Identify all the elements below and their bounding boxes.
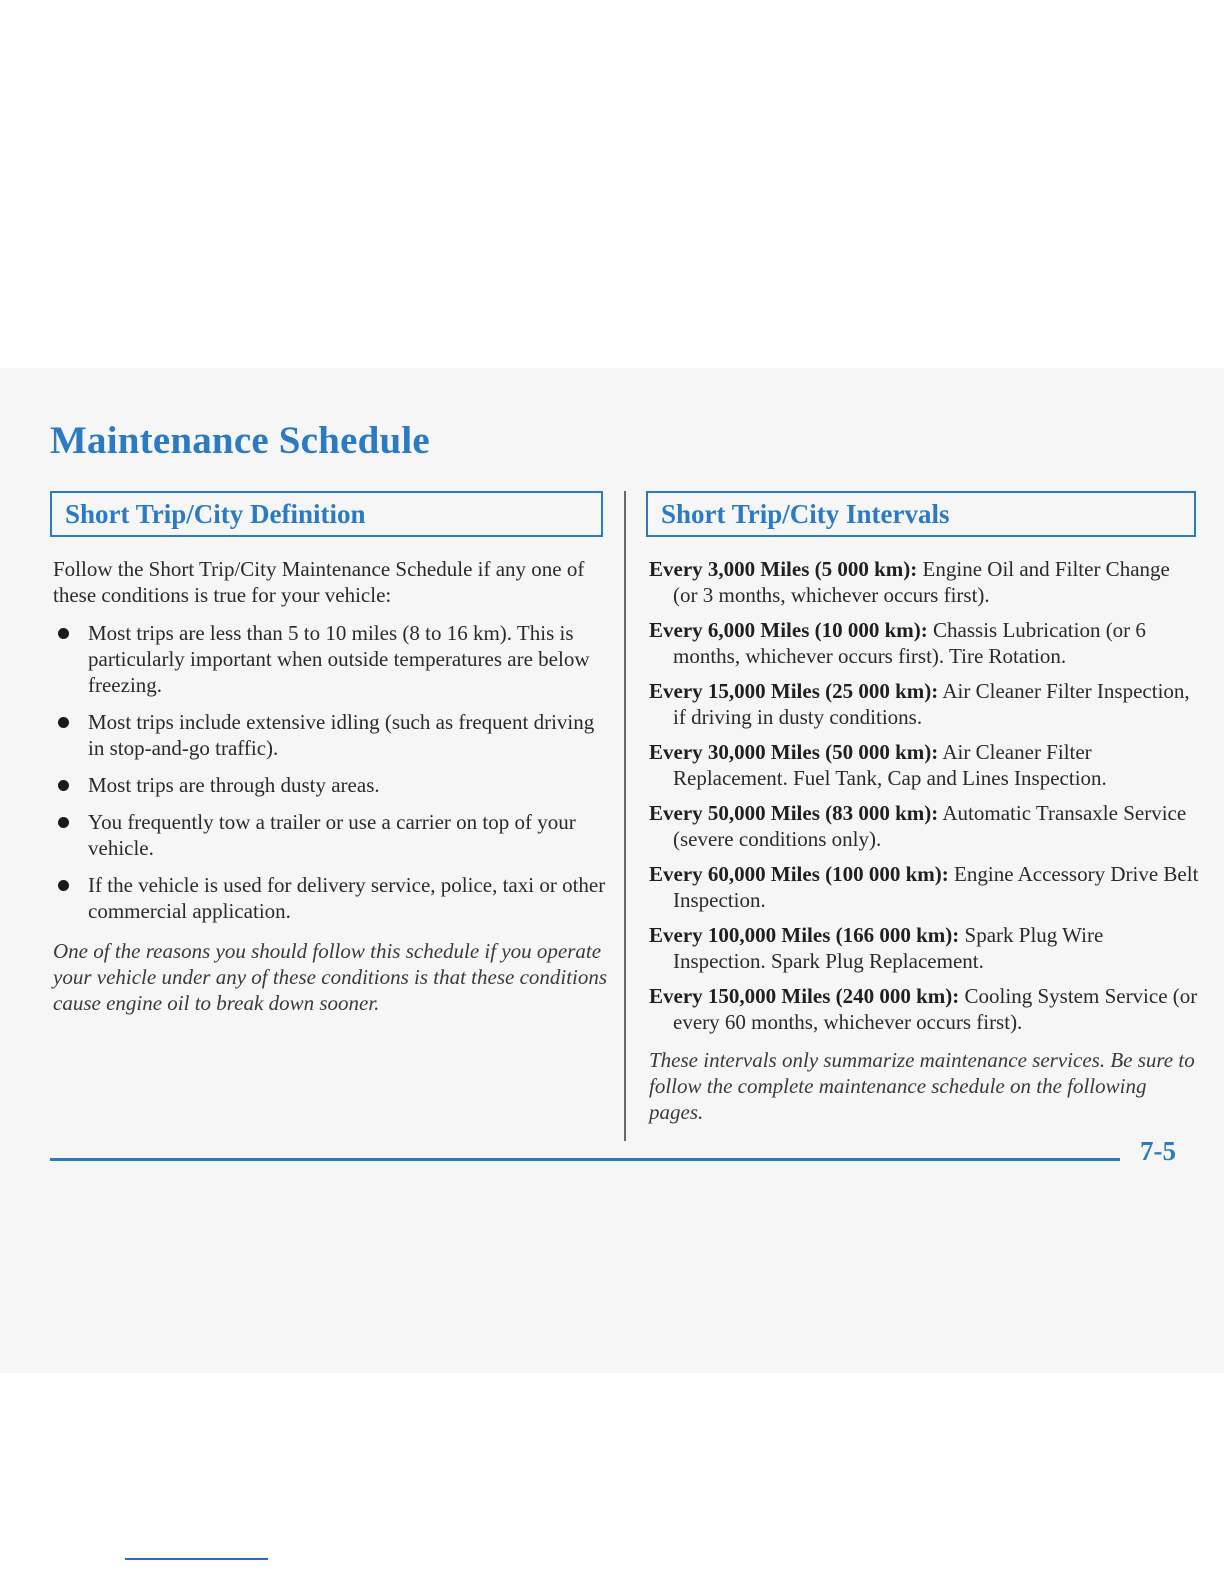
- interval-mileage: Every 100,000 Miles (166 000 km):: [649, 923, 960, 947]
- intervals-heading: Short Trip/City Intervals: [661, 498, 950, 529]
- interval-mileage: Every 30,000 Miles (50 000 km):: [649, 740, 939, 764]
- interval-services: Automatic Transaxle Service (severe conditions only).: [673, 801, 1187, 851]
- interval-item: [649, 678, 1199, 730]
- interval-mileage: Every 15,000 Miles (25 000 km):: [649, 679, 939, 703]
- condition-text: Most trips are less than 5 to 10 miles (8 to 16 km). This is particularly important when outside temperatures are below freezing.: [88, 621, 590, 697]
- interval-item: [649, 556, 1199, 608]
- definition-heading: Short Trip/City Definition: [65, 498, 366, 529]
- bullet-icon: [58, 628, 69, 639]
- interval-services: Cooling System Service (or every 60 months, whichever occurs first).: [673, 984, 1198, 1034]
- definition-heading-box: [50, 491, 603, 537]
- page-title: Maintenance Schedule: [50, 419, 430, 462]
- interval-item: [649, 800, 1199, 852]
- interval-item: [649, 861, 1199, 913]
- column-divider: [624, 491, 626, 1141]
- bullet-icon: [58, 817, 69, 828]
- intervals-column: [649, 556, 1199, 1125]
- condition-text: You frequently tow a trailer or use a carrier on top of your vehicle.: [88, 810, 576, 860]
- bullet-icon: [58, 880, 69, 891]
- condition-item: [53, 809, 608, 861]
- definition-note: One of the reasons you should follow this schedule if you operate your vehicle under any of these conditions is that these conditions cause engine oil to break down sooner.: [53, 939, 608, 1015]
- condition-text: Most trips are through dusty areas.: [88, 773, 380, 797]
- interval-services: Chassis Lubrication (or 6 months, whichever occurs first). Tire Rotation.: [673, 618, 1146, 668]
- interval-mileage: Every 60,000 Miles (100 000 km):: [649, 862, 949, 886]
- intervals-note: These intervals only summarize maintenance services. Be sure to follow the complete maintenance schedule on the following pages.: [649, 1048, 1195, 1124]
- condition-item: [53, 620, 608, 698]
- interval-services: Engine Accessory Drive Belt Inspection.: [673, 862, 1199, 912]
- interval-services: Air Cleaner Filter Inspection, if driving in dusty conditions.: [673, 679, 1190, 729]
- condition-text: If the vehicle is used for delivery service, police, taxi or other commercial application.: [88, 873, 606, 923]
- interval-item: [649, 922, 1199, 974]
- page-number: 7-5: [1140, 1136, 1176, 1166]
- intervals-heading-box: [646, 491, 1196, 537]
- definition-column: [53, 556, 608, 1016]
- interval-item: [649, 617, 1199, 669]
- condition-item: [53, 709, 608, 761]
- definition-intro: Follow the Short Trip/City Maintenance Schedule if any one of these conditions is true for your vehicle:: [53, 557, 585, 607]
- condition-item: [53, 772, 608, 798]
- interval-services: Engine Oil and Filter Change (or 3 months, whichever occurs first).: [673, 557, 1170, 607]
- condition-text: Most trips include extensive idling (such as frequent driving in stop-and-go traffic).: [88, 710, 595, 760]
- interval-mileage: Every 50,000 Miles (83 000 km):: [649, 801, 939, 825]
- interval-services: Air Cleaner Filter Replacement. Fuel Tank, Cap and Lines Inspection.: [673, 740, 1107, 790]
- condition-item: [53, 872, 608, 924]
- footer-rule: [50, 1158, 1120, 1161]
- interval-mileage: Every 6,000 Miles (10 000 km):: [649, 618, 928, 642]
- interval-item: [649, 983, 1199, 1035]
- bullet-icon: [58, 780, 69, 791]
- interval-mileage: Every 3,000 Miles (5 000 km):: [649, 557, 918, 581]
- bullet-icon: [58, 717, 69, 728]
- bottom-rule: [125, 1558, 268, 1560]
- interval-item: [649, 739, 1199, 791]
- interval-mileage: Every 150,000 Miles (240 000 km):: [649, 984, 960, 1008]
- conditions-list: [53, 620, 608, 924]
- interval-services: Spark Plug Wire Inspection. Spark Plug Replacement.: [673, 923, 1104, 973]
